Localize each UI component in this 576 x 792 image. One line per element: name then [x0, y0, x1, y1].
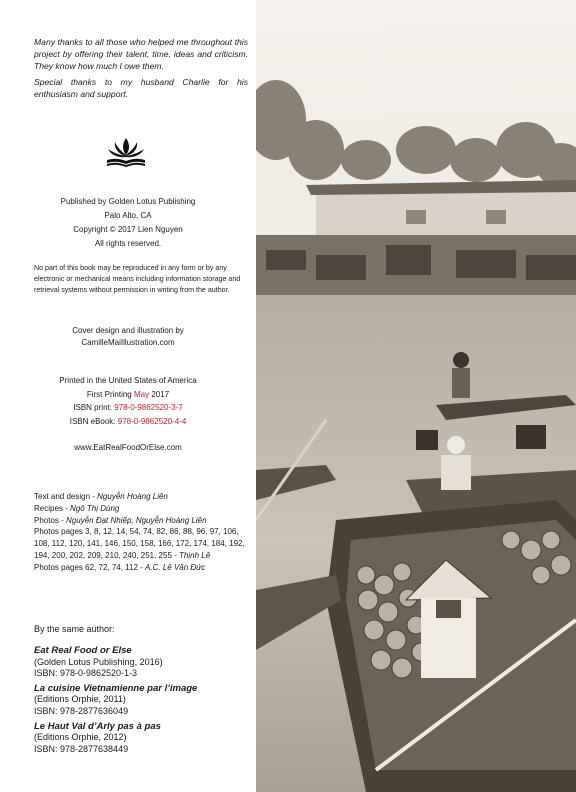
lotus-book-icon [105, 136, 147, 168]
book-isbn: ISBN: 978-2877636049 [34, 705, 129, 716]
printing-month: May [133, 389, 150, 399]
website-link[interactable]: www.EatRealFoodOrElse.com [74, 443, 182, 452]
isbn-print-number: 978-0-9862520-3-7 [114, 403, 183, 412]
copyright-line: Copyright © 2017 Lien Nguyen [73, 225, 183, 234]
credit-photos: Photos - Nguyễn Đạt Nhiếp, Nguyễn Hoàng Liên [34, 515, 207, 525]
book-entry [34, 645, 248, 679]
book-publisher: (Editions Orphie, 2011) [34, 694, 126, 705]
isbn-print: ISBN print: 978-0-9862520-3-7 [73, 403, 183, 412]
cover-credit [20, 325, 236, 349]
acknowledgements [34, 36, 248, 104]
printing-info [20, 374, 236, 428]
cover-credit-label: Cover design and illustration by [72, 326, 184, 335]
same-author-list [34, 624, 248, 759]
book-title: La cuisine Vietnamienne par l’image [34, 683, 198, 695]
book-entry [34, 721, 248, 755]
publisher-location: Palo Alto, CA [104, 211, 152, 220]
publisher-line: Published by Golden Lotus Publishing [60, 197, 196, 206]
floating-market-photo [256, 0, 576, 792]
isbn-ebook-number: 978-0-9862520-4-4 [117, 416, 187, 426]
book-publisher: (Editions Orphie, 2012) [34, 732, 127, 743]
isbn-ebook: ISBN eBook: 978-0-9862520-4-4 [69, 416, 187, 426]
book-publisher: (Golden Lotus Publishing, 2016) [34, 656, 163, 667]
credit-recipes: Recipes - Ngô Thị Dùng [34, 503, 120, 513]
book-entry [34, 683, 248, 717]
credit-photo-pages-2: Photos pages 62, 72, 74, 112 - A.C. Lê Văn Đức [34, 562, 206, 572]
thanks-husband-paragraph: Special thanks to my husband Charlie for his enthusiasm and support. [34, 77, 248, 99]
credit-photo-pages: Photos pages 3, 8, 12, 14, 54, 74, 82, 86, 88, 96, 97, 106, 108, 112, 120, 141, 146, 150, 158, 166, 172, 174, 184, 192, 194, 200, 202, 209, 210, 240, 251, 255 - Thịnh Lê [34, 527, 245, 560]
thanks-paragraph: Many thanks to all those who helped me throughout this project by offering their talent, time, ideas and criticism. They know how much I owe them. [34, 37, 248, 71]
first-printing: First Printing May 2017 [86, 389, 170, 399]
book-title: Le Haut Val d’Arly pas à pas [34, 721, 161, 733]
book-title: Eat Real Food or Else [34, 645, 132, 657]
rights-reserved: All rights reserved. [94, 239, 162, 248]
copyright-page-text-column [0, 0, 256, 792]
publisher-info [20, 195, 236, 251]
printing-year: 2017 [151, 389, 170, 399]
credits [34, 491, 250, 574]
book-isbn: ISBN: 978-0-9862520-1-3 [34, 667, 138, 678]
cover-credit-site: CamilleMaiIllustration.com [81, 338, 175, 347]
same-author-heading: By the same author: [34, 624, 115, 634]
credit-text-design: Text and design - Nguyễn Hoàng Liên [34, 492, 168, 501]
reproduction-notice: No part of this book may be reproduced in any form or by any electronic or mechanical means including information storage and retrieval systems without permission in writing from the author. [34, 264, 241, 294]
printed-in: Printed in the United States of America [59, 376, 197, 385]
book-isbn: ISBN: 978-2877638449 [34, 743, 129, 754]
